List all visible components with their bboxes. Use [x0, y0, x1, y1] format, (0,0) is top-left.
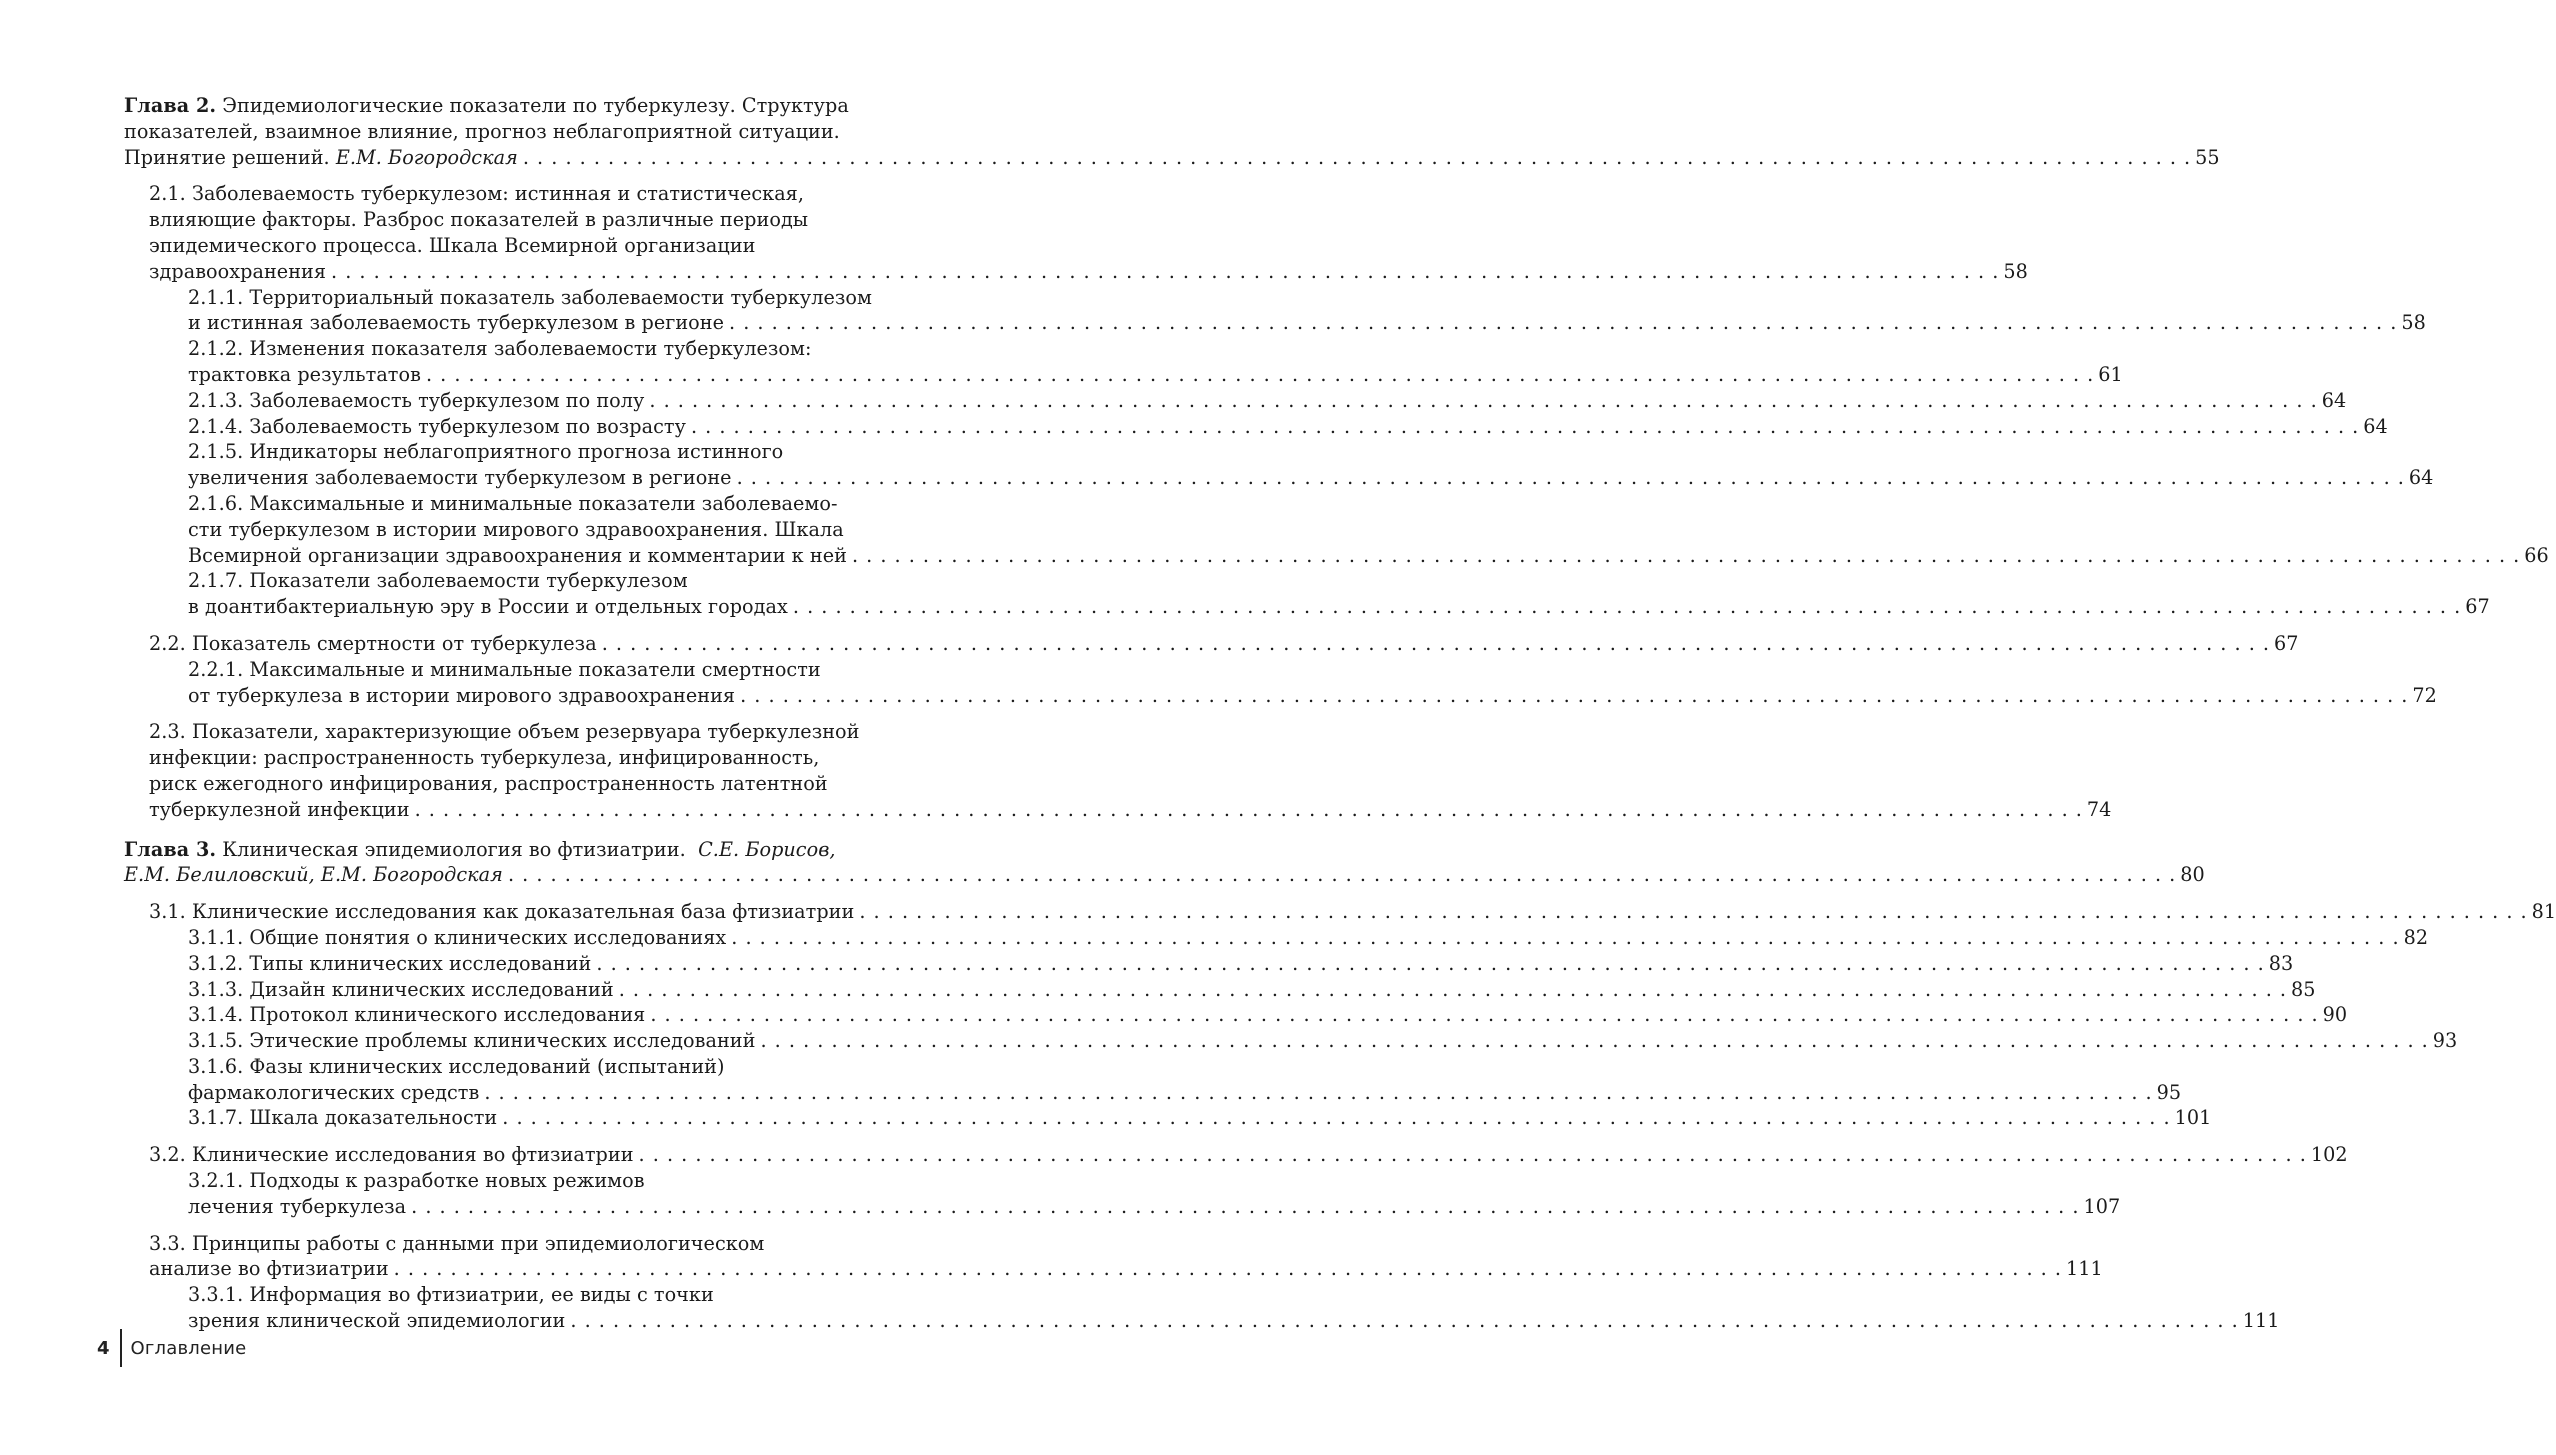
toc-line: показателей, взаимное влияние, прогноз неблагоприятной ситуации.: [124, 119, 840, 143]
dot-leader: [650, 1002, 2318, 1028]
toc-section-3-1-4[interactable]: [124, 1002, 2348, 1028]
toc-section-3-1-5[interactable]: [124, 1028, 2458, 1054]
page-number: 80: [2180, 863, 2205, 887]
dot-leader: [740, 683, 2408, 709]
page-number: 64: [2363, 414, 2388, 438]
dot-leader: [523, 145, 2191, 171]
toc-section-2-3[interactable]: [124, 719, 2112, 822]
toc-author: С.Е. Борисов,: [698, 837, 836, 861]
page-number: 55: [2195, 145, 2220, 169]
toc-section-3-1-1[interactable]: [124, 925, 2429, 951]
toc-line: от туберкулеза в истории мирового здравоохранения: [188, 683, 736, 707]
toc-section-3-1-7[interactable]: [124, 1105, 2212, 1131]
dot-leader: [596, 951, 2264, 977]
toc-line: 2.1.6. Максимальные и минимальные показатели заболеваемо-: [188, 491, 838, 515]
page-number: 111: [2242, 1309, 2280, 1333]
toc-line: фармакологических средств: [188, 1080, 480, 1104]
toc-chapter-2[interactable]: [124, 93, 2220, 170]
dot-leader: [411, 1194, 2079, 1220]
toc-line: 2.1.7. Показатели заболеваемости туберкулезом: [188, 569, 688, 593]
footer-divider: [120, 1329, 122, 1367]
toc-line: 3.1.5. Этические проблемы клинических исследований: [188, 1029, 756, 1053]
chapter-label: Глава 2.: [124, 94, 217, 117]
dot-leader: [331, 259, 1999, 285]
toc-line: 3.1. Клинические исследования как доказательная база фтизиатрии: [149, 900, 855, 924]
dot-leader: [737, 465, 2405, 491]
page-number: 85: [2291, 977, 2316, 1001]
toc-line: 3.2. Клинические исследования во фтизиатрии: [149, 1143, 634, 1167]
toc-section-2-1[interactable]: [124, 181, 2028, 284]
toc-line: 2.3. Показатели, характеризующие объем резервуара туберкулезной: [149, 720, 860, 744]
dot-leader: [793, 594, 2461, 620]
page-number: 81: [2531, 900, 2556, 924]
toc-line: 2.1. Заболеваемость туберкулезом: истинная и статистическая,: [149, 182, 804, 206]
dot-leader: [731, 925, 2399, 951]
page-number: 102: [2310, 1143, 2348, 1167]
page-number: 90: [2322, 1003, 2348, 1027]
toc-line: 3.1.4. Протокол клинического исследования: [188, 1003, 646, 1027]
page-number: 64: [2408, 466, 2434, 490]
toc-line: 3.2.1. Подходы к разработке новых режимов: [188, 1169, 645, 1193]
toc-section-3-2-1[interactable]: [124, 1168, 2121, 1220]
toc-line: 3.3. Принципы работы с данными при эпидемиологическом: [149, 1231, 765, 1255]
toc-line: 3.1.6. Фазы клинических исследований (испытаний): [188, 1054, 725, 1078]
dot-leader: [570, 1308, 2238, 1334]
toc-line: здравоохранения: [149, 259, 327, 283]
toc-section-2-1-6[interactable]: [124, 491, 2549, 568]
toc-author: Е.М. Белиловский, Е.М. Богородская: [124, 863, 503, 887]
toc-line: увеличения заболеваемости туберкулезом в регионе: [188, 466, 732, 490]
toc-section-3-1-3[interactable]: [124, 977, 2316, 1003]
dot-leader: [602, 631, 2270, 657]
toc-line: Всемирной организации здравоохранения и комментарии к ней: [188, 543, 847, 567]
page-number: 67: [2465, 595, 2490, 619]
toc-section-2-1-4[interactable]: [124, 414, 2388, 440]
page-number: 61: [2098, 362, 2123, 386]
footer-page-number: 4: [97, 1337, 110, 1359]
dot-leader: [859, 899, 2527, 925]
toc-section-2-2-1[interactable]: [124, 657, 2437, 709]
page-number: 101: [2174, 1106, 2212, 1130]
table-of-contents: [124, 93, 2556, 1334]
page-number: 58: [2003, 259, 2028, 283]
toc-line: зрения клинической эпидемиологии: [188, 1309, 566, 1333]
toc-line: 2.2. Показатель смертности от туберкулеза: [149, 631, 597, 655]
chapter-label: Глава 3.: [124, 837, 217, 861]
dot-leader: [415, 797, 2083, 823]
toc-section-3-2[interactable]: [124, 1142, 2348, 1168]
dot-leader: [639, 1142, 2307, 1168]
toc-line: и истинная заболеваемость туберкулезом в регионе: [188, 311, 725, 335]
page-number: 95: [2156, 1080, 2182, 1104]
toc-line: туберкулезной инфекции: [149, 797, 410, 821]
dot-leader: [649, 388, 2317, 414]
dot-leader: [426, 362, 2094, 388]
toc-line: лечения туберкулеза: [188, 1194, 407, 1218]
toc-line: 2.1.3. Заболеваемость туберкулезом по полу: [188, 388, 645, 412]
toc-section-3-1[interactable]: [124, 899, 2556, 925]
toc-section-2-2[interactable]: [124, 631, 2299, 657]
page-number: 67: [2274, 631, 2299, 655]
toc-line: инфекции: распространенность туберкулеза, инфицированность,: [149, 746, 820, 770]
toc-line: 3.1.2. Типы клинических исследований: [188, 951, 592, 975]
toc-section-3-1-6[interactable]: [124, 1054, 2182, 1106]
dot-leader: [502, 1105, 2170, 1131]
toc-line: 3.1.1. Общие понятия о клинических исследованиях: [188, 925, 727, 949]
dot-leader: [484, 1080, 2152, 1106]
dot-leader: [729, 310, 2397, 336]
dot-leader: [394, 1256, 2062, 1282]
page-number: 93: [2432, 1029, 2458, 1053]
toc-section-3-3[interactable]: [124, 1231, 2103, 1283]
toc-line: Эпидемиологические показатели по туберкулезу. Структура: [222, 94, 849, 117]
toc-line: сти туберкулезом в истории мирового здравоохранения. Шкала: [188, 517, 844, 541]
page-number: 107: [2083, 1194, 2121, 1218]
page-footer: [97, 1328, 246, 1368]
toc-section-2-1-5[interactable]: [124, 439, 2434, 491]
dot-leader: [691, 414, 2359, 440]
toc-section-2-1-7[interactable]: [124, 568, 2490, 620]
page-number: 64: [2321, 388, 2347, 412]
toc-section-2-1-2[interactable]: [124, 336, 2123, 388]
dot-leader: [619, 977, 2287, 1003]
footer-section-title: Оглавление: [130, 1337, 247, 1359]
page-number: 111: [2065, 1257, 2103, 1281]
dot-leader: [760, 1028, 2428, 1054]
toc-line: трактовка результатов: [188, 362, 421, 386]
toc-line: Принятие решений.: [124, 145, 330, 169]
toc-line: 2.1.5. Индикаторы неблагоприятного прогноза истинного: [188, 440, 784, 464]
toc-line: 2.1.4. Заболеваемость туберкулезом по возрасту: [188, 414, 686, 438]
toc-line: 2.2.1. Максимальные и минимальные показатели смертности: [188, 657, 821, 681]
page-number: 58: [2401, 311, 2426, 335]
toc-section-2-1-1[interactable]: [124, 285, 2426, 337]
toc-line: эпидемического процесса. Шкала Всемирной организации: [149, 233, 756, 257]
toc-line: риск ежегодного инфицирования, распространенность латентной: [149, 771, 828, 795]
toc-line: в доантибактериальную эру в России и отдельных городах: [188, 595, 788, 619]
dot-leader: [508, 862, 2176, 888]
page-number: 72: [2412, 683, 2437, 707]
toc-line: 3.1.7. Шкала доказательности: [188, 1106, 498, 1130]
dot-leader: [852, 543, 2520, 569]
toc-line: Клиническая эпидемиология во фтизиатрии.: [222, 837, 686, 861]
toc-line: 2.1.2. Изменения показателя заболеваемости туберкулезом:: [188, 337, 812, 361]
toc-author: Е.М. Богородская: [335, 145, 518, 169]
toc-section-3-1-2[interactable]: [124, 951, 2294, 977]
page-number: 83: [2268, 951, 2294, 975]
toc-line: 3.3.1. Информация во фтизиатрии, ее виды с точки: [188, 1283, 714, 1307]
toc-line: 3.1.3. Дизайн клинических исследований: [188, 977, 614, 1001]
toc-section-2-1-3[interactable]: [124, 388, 2347, 414]
page-number: 74: [2086, 797, 2112, 821]
toc-section-3-3-1[interactable]: [124, 1282, 2280, 1334]
toc-line: влияющие факторы. Разброс показателей в различные периоды: [149, 208, 809, 232]
page-number: 82: [2403, 925, 2429, 949]
page-number: 66: [2524, 543, 2549, 567]
toc-line: анализе во фтизиатрии: [149, 1257, 389, 1281]
toc-chapter-3[interactable]: [124, 837, 2205, 889]
toc-line: 2.1.1. Территориальный показатель заболеваемости туберкулезом: [188, 285, 872, 309]
